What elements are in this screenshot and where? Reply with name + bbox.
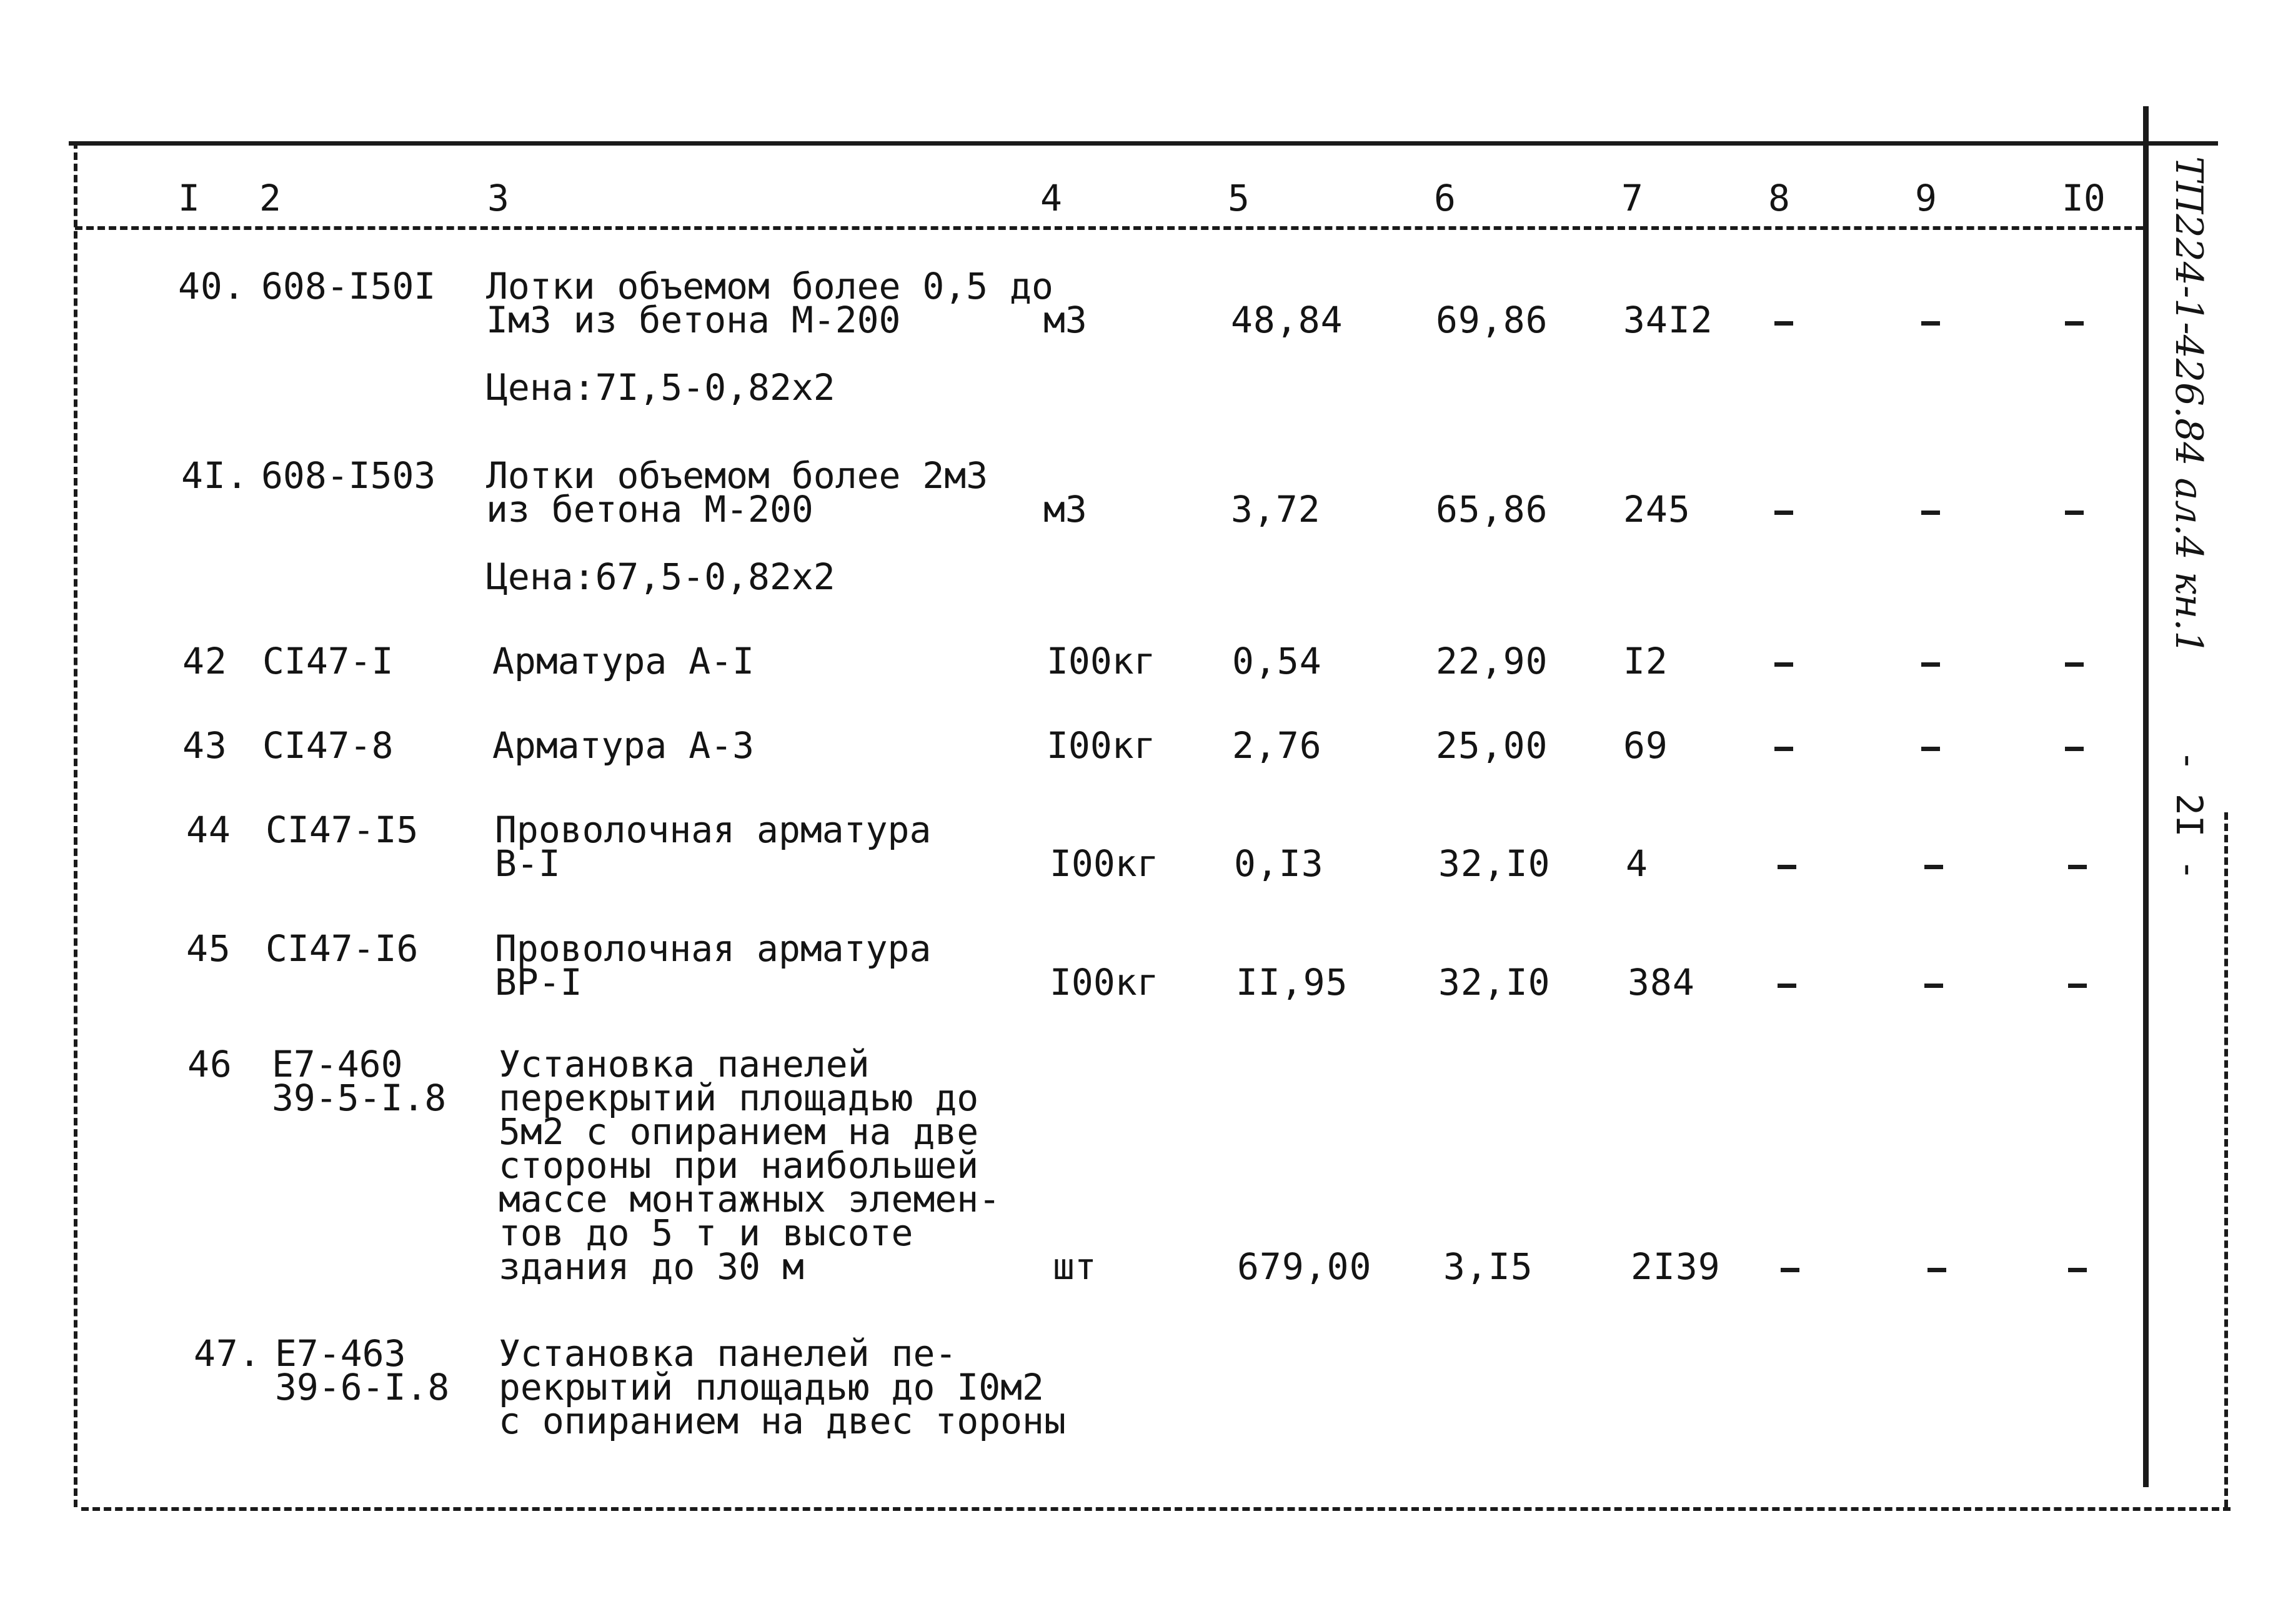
row-41-code: 608-I503 [261, 454, 436, 497]
row-45-code: CI47-I6 [266, 927, 419, 970]
row-40-unit: м3 [1043, 299, 1087, 341]
row-46-desc-7: здания до 30 м [499, 1245, 804, 1288]
row-46-code-1: Е7-460 [272, 1043, 403, 1085]
row-44-col5: 0,I3 [1234, 842, 1324, 885]
header-separator [75, 226, 2143, 230]
row-42-col6: 22,90 [1436, 640, 1548, 682]
row-40-col6: 69,86 [1436, 299, 1548, 341]
row-42-col7: I2 [1623, 640, 1668, 682]
row-46-desc-5: массе монтажных элемен- [499, 1178, 1001, 1220]
col-header-10: I0 [2062, 177, 2106, 219]
row-41-desc-1: Лотки объемом более 2мЗ [486, 454, 988, 497]
row-40-col7: 34I2 [1623, 299, 1713, 341]
row-46-desc-1: Установка панелей [499, 1043, 870, 1085]
row-42-no: 42 [182, 640, 227, 682]
col-header-7: 7 [1621, 177, 1643, 219]
row-47-code-1: Е7-463 [275, 1332, 406, 1375]
row-44-code: CI47-I5 [266, 809, 419, 851]
row-40-desc-1: Лотки объемом более 0,5 до [486, 265, 1053, 307]
right-rule [2143, 106, 2149, 1487]
col-header-9: 9 [1915, 177, 1937, 219]
row-42-desc-1: Арматура А-I [492, 640, 755, 682]
row-43-no: 43 [182, 724, 227, 767]
col-header-3: 3 [487, 177, 509, 219]
row-45-unit: I00кг [1050, 961, 1159, 1004]
row-41-desc-2: из бетона М-200 [486, 488, 813, 531]
row-46-desc-2: перекрытий площадью до [499, 1077, 979, 1119]
row-46-desc-6: тов до 5 т и высоте [499, 1212, 913, 1254]
row-43-unit: I00кг [1047, 724, 1156, 767]
row-45-col8 [1778, 984, 1796, 988]
row-43-desc-1: Арматура А-3 [492, 724, 755, 767]
col-header-2: 2 [259, 177, 281, 219]
row-45-col10 [2068, 984, 2087, 988]
row-46-col8 [1781, 1268, 1799, 1272]
row-41-col5: 3,72 [1231, 488, 1321, 531]
row-42-col5: 0,54 [1232, 640, 1322, 682]
row-42-code: CI47-I [262, 640, 394, 682]
row-41-no: 4I. [181, 454, 249, 497]
row-46-no: 46 [187, 1043, 232, 1085]
row-46-col7: 2I39 [1631, 1245, 1721, 1288]
row-40-col5: 48,84 [1231, 299, 1343, 341]
row-44-desc-1: Проволочная арматура [495, 809, 932, 851]
row-44-col7: 4 [1626, 842, 1648, 885]
col-header-8: 8 [1768, 177, 1790, 219]
row-46-col9 [1927, 1268, 1946, 1272]
row-46-unit: шт [1053, 1245, 1097, 1288]
row-45-desc-1: Проволочная арматура [495, 927, 932, 970]
row-45-no: 45 [186, 927, 231, 970]
row-47-desc-1: Установка панелей пе- [499, 1332, 957, 1375]
left-rule [74, 141, 77, 1507]
row-41-price: Цена:67,5-0,82х2 [486, 555, 835, 598]
bottom-rule [81, 1507, 2231, 1511]
row-47-desc-3: с опиранием на двес тороны [499, 1400, 1066, 1442]
row-41-col8 [1774, 511, 1793, 515]
row-43-col5: 2,76 [1232, 724, 1322, 767]
row-43-col7: 69 [1623, 724, 1668, 767]
row-46-code-2: 39-5-I.8 [272, 1077, 447, 1119]
row-46-desc-3: 5м2 с опиранием на две [499, 1110, 979, 1153]
row-43-col10 [2065, 747, 2084, 751]
col-header-4: 4 [1040, 177, 1062, 219]
row-43-col6: 25,00 [1436, 724, 1548, 767]
row-44-col6: 32,I0 [1438, 842, 1551, 885]
row-43-code: CI47-8 [262, 724, 394, 767]
row-42-col8 [1774, 662, 1793, 667]
row-46-col10 [2068, 1268, 2087, 1272]
row-44-unit: I00кг [1050, 842, 1159, 885]
row-45-desc-2: ВР-I [495, 961, 582, 1004]
row-44-col10 [2068, 865, 2087, 869]
row-41-col6: 65,86 [1436, 488, 1548, 531]
row-44-no: 44 [186, 809, 231, 851]
row-40-no: 40. [178, 265, 246, 307]
row-45-col6: 32,I0 [1438, 961, 1551, 1004]
row-42-col9 [1921, 662, 1940, 667]
col-header-6: 6 [1434, 177, 1456, 219]
row-40-code: 608-I50I [261, 265, 436, 307]
row-47-desc-2: рекрытий площадью до I0м2 [499, 1366, 1044, 1408]
document-designation: ТП224-1-426.84 ал.4 кн.1 [2167, 156, 2211, 655]
row-41-col9 [1921, 511, 1940, 515]
row-46-desc-4: стороны при наибольшей [499, 1144, 979, 1187]
row-41-col10 [2065, 511, 2084, 515]
row-44-col9 [1924, 865, 1943, 869]
row-44-desc-2: В-I [495, 842, 560, 885]
row-41-unit: м3 [1043, 488, 1087, 531]
row-44-col8 [1778, 865, 1796, 869]
row-40-price: Цена:7I,5-0,82х2 [486, 366, 835, 409]
row-42-unit: I00кг [1047, 640, 1156, 682]
outer-right-rule [2224, 812, 2228, 1507]
top-rule [69, 141, 2218, 146]
row-45-col5: II,95 [1236, 961, 1348, 1004]
row-47-code-2: 39-6-I.8 [275, 1366, 450, 1408]
row-41-col7: 245 [1623, 488, 1691, 531]
row-47-no: 47. [194, 1332, 261, 1375]
row-45-col9 [1924, 984, 1943, 988]
row-43-col8 [1774, 747, 1793, 751]
row-40-col9 [1921, 321, 1940, 326]
row-46-col5: 679,00 [1237, 1245, 1372, 1288]
row-42-col10 [2065, 662, 2084, 667]
row-46-col6: 3,I5 [1443, 1245, 1533, 1288]
row-45-col7: 384 [1628, 961, 1695, 1004]
row-40-col8 [1774, 321, 1793, 326]
row-43-col9 [1921, 747, 1940, 751]
page-number: - 2I - [2168, 750, 2211, 881]
row-40-desc-2: IмЗ из бетона М-200 [486, 299, 901, 341]
row-40-col10 [2065, 321, 2084, 326]
col-header-5: 5 [1228, 177, 1250, 219]
col-header-1: I [178, 177, 200, 219]
